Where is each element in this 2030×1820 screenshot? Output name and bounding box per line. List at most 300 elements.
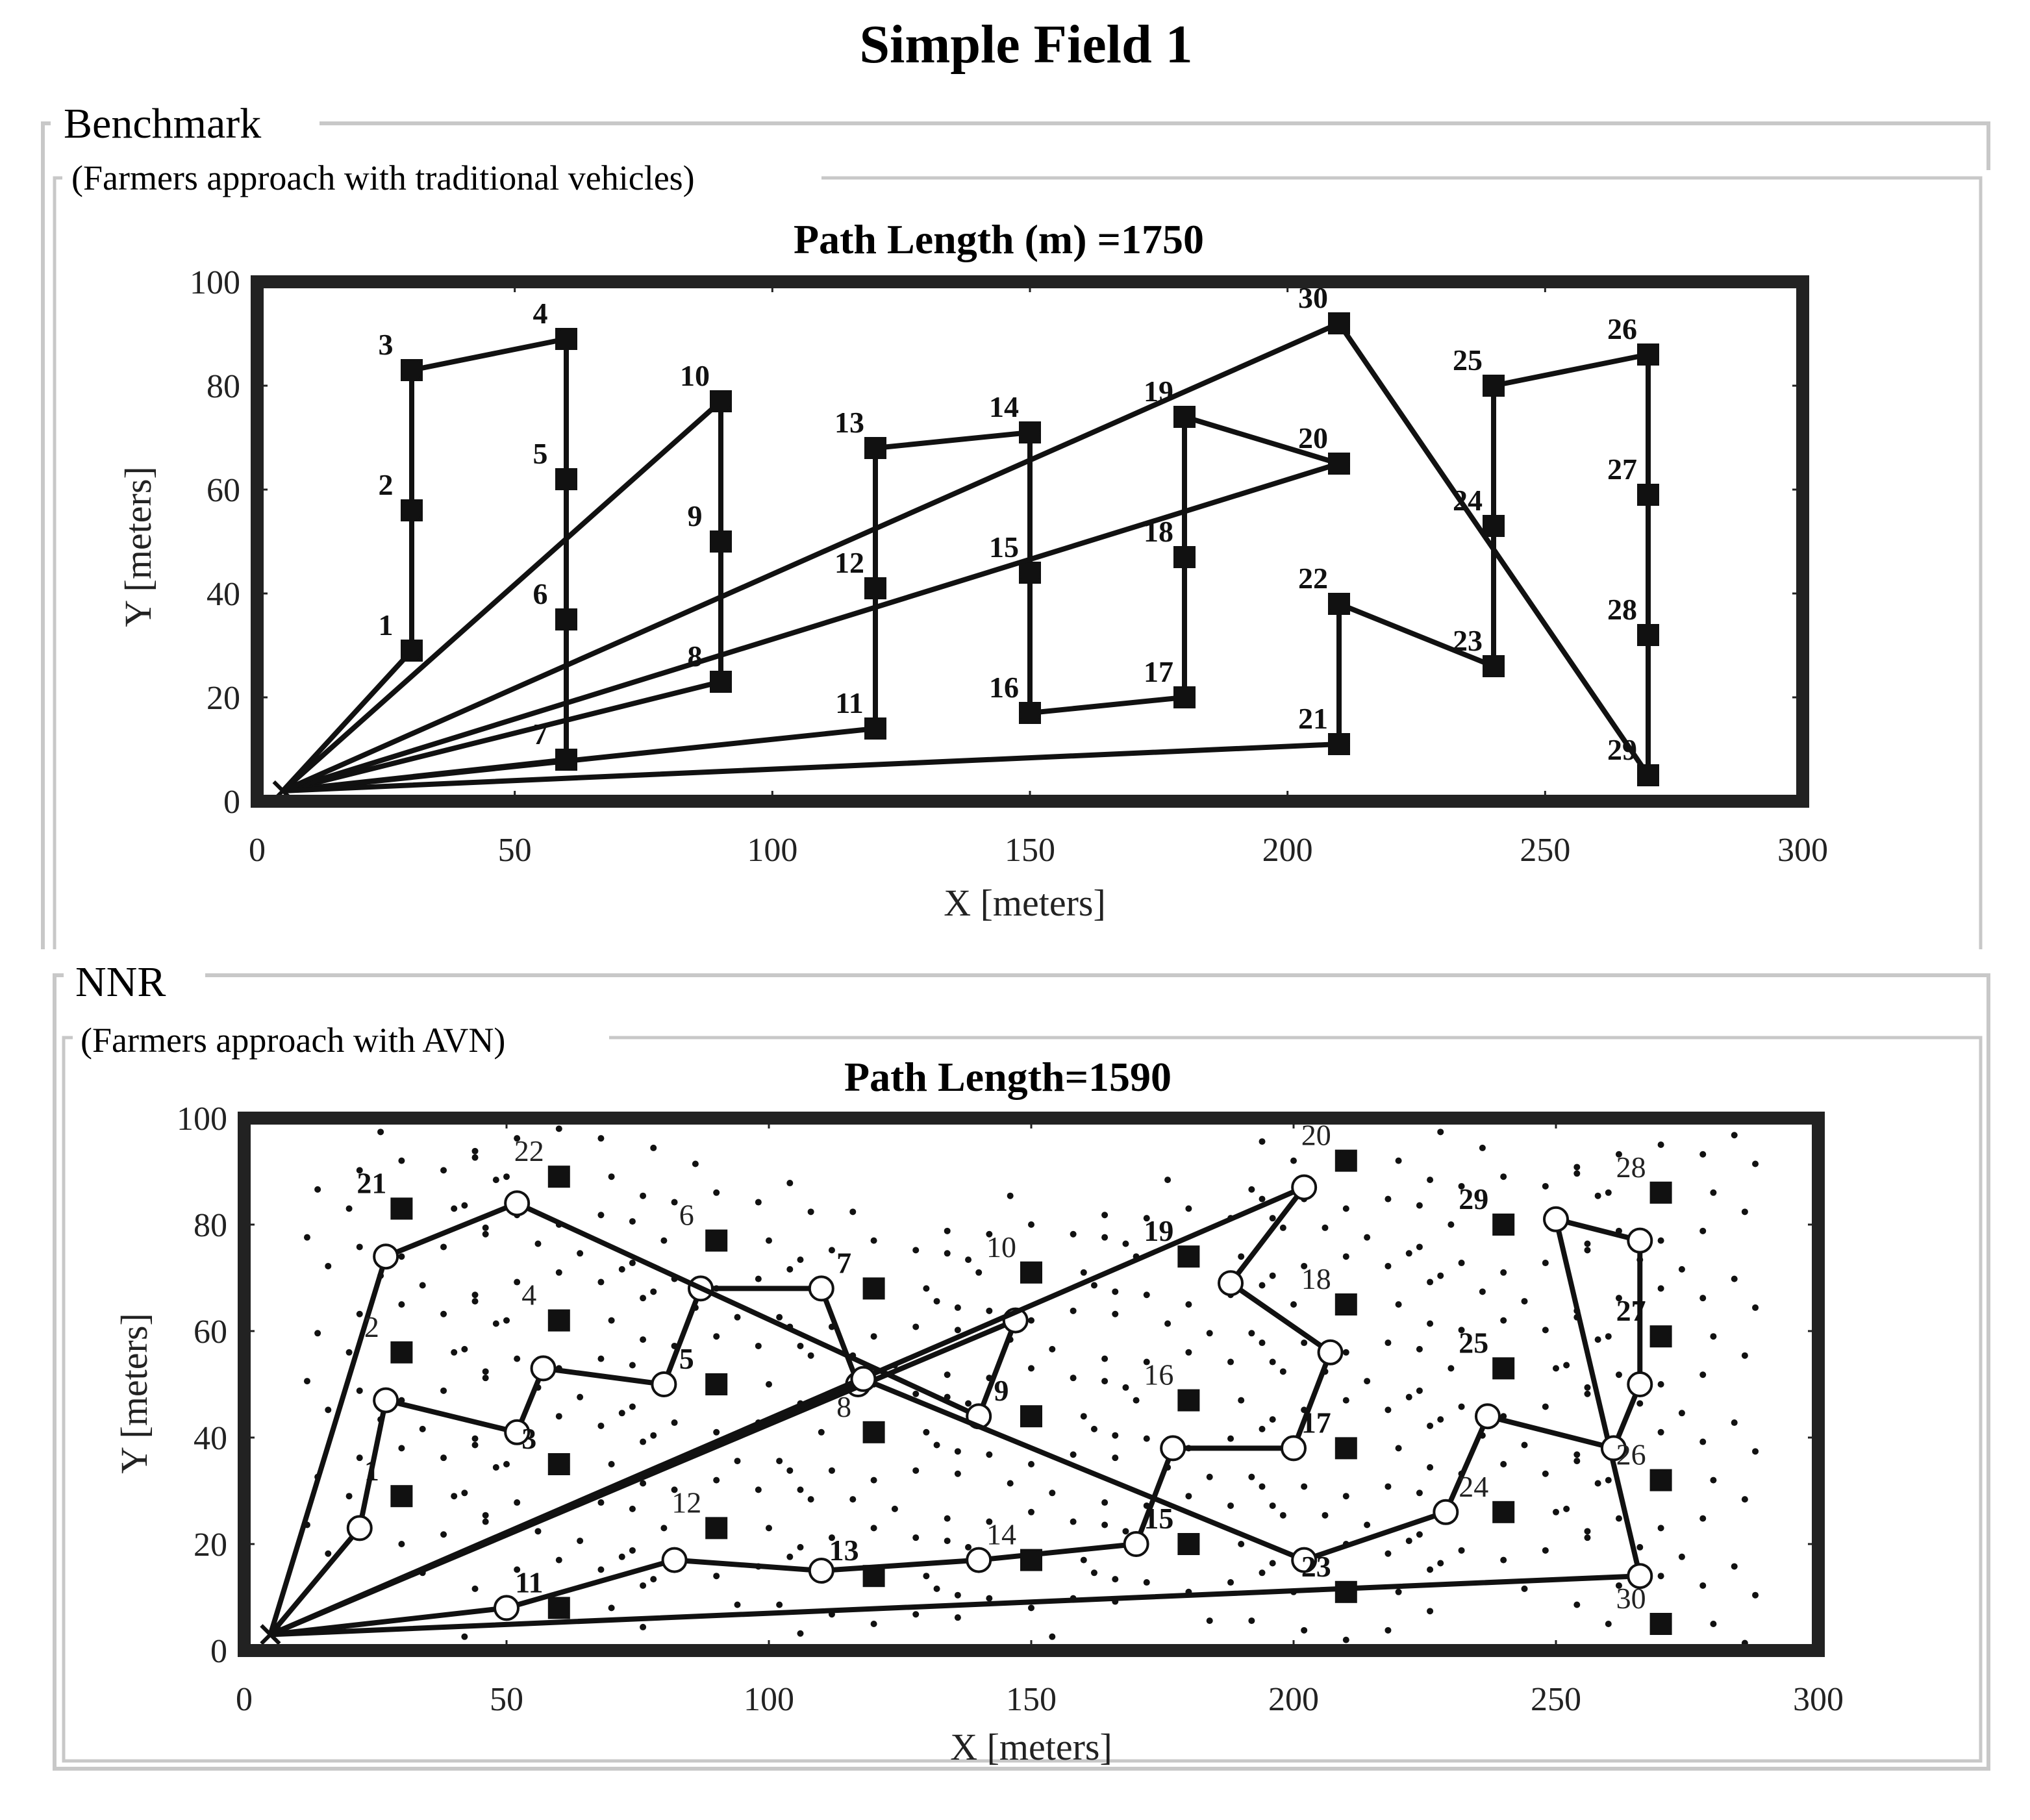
candidate-dot bbox=[1112, 1432, 1118, 1439]
point-label: 7 bbox=[533, 717, 548, 751]
candidate-dot bbox=[451, 1493, 457, 1499]
candidate-dot bbox=[1584, 1241, 1590, 1247]
benchmark-panel-subtitle: (Farmers approach with traditional vehicles) bbox=[71, 158, 695, 197]
point-label: 12 bbox=[671, 1486, 702, 1519]
candidate-dot bbox=[1385, 1263, 1391, 1269]
x-tick-label: 200 bbox=[1262, 832, 1313, 869]
waypoint-marker bbox=[374, 1389, 397, 1412]
candidate-dot bbox=[692, 1161, 699, 1167]
x-tick-label: 200 bbox=[1268, 1681, 1319, 1718]
candidate-dot bbox=[597, 1423, 604, 1429]
candidate-dot bbox=[1385, 1340, 1391, 1346]
candidate-dot bbox=[314, 1330, 321, 1336]
candidate-dot bbox=[1584, 1534, 1590, 1541]
waypoint-marker bbox=[1628, 1373, 1651, 1396]
candidate-dot bbox=[1259, 1138, 1266, 1145]
candidate-dot bbox=[955, 1327, 961, 1333]
candidate-dot bbox=[608, 1317, 615, 1324]
candidate-dot bbox=[1248, 1186, 1255, 1193]
candidate-dot bbox=[1081, 1413, 1087, 1419]
candidate-dot bbox=[1070, 1231, 1077, 1238]
candidate-dot bbox=[325, 1263, 331, 1269]
candidate-dot bbox=[912, 1534, 919, 1541]
candidate-dot bbox=[1343, 1349, 1349, 1356]
point-label: 15 bbox=[989, 530, 1019, 564]
candidate-dot bbox=[629, 1362, 636, 1368]
candidate-dot bbox=[451, 1205, 457, 1212]
waypoint-marker bbox=[1319, 1341, 1342, 1364]
candidate-dot bbox=[1007, 1480, 1014, 1487]
nnr-y-axis-label: Y [meters] bbox=[113, 1313, 155, 1474]
candidate-dot bbox=[1259, 1426, 1266, 1432]
candidate-dot bbox=[1742, 1496, 1748, 1502]
candidate-dot bbox=[597, 1499, 604, 1506]
nnr-panel-subtitle: (Farmers approach with AVN) bbox=[81, 1021, 506, 1060]
target-marker bbox=[710, 671, 731, 692]
candidate-dot bbox=[797, 1256, 803, 1263]
candidate-dot bbox=[1322, 1225, 1328, 1231]
point-label: 5 bbox=[533, 437, 548, 470]
candidate-dot bbox=[650, 1576, 657, 1582]
target-marker bbox=[556, 749, 577, 770]
candidate-dot bbox=[871, 1238, 877, 1244]
candidate-dot bbox=[1322, 1512, 1328, 1519]
candidate-dot bbox=[472, 1148, 479, 1154]
target-marker bbox=[865, 438, 886, 458]
target-marker bbox=[401, 640, 422, 661]
candidate-dot bbox=[1290, 1301, 1297, 1308]
candidate-dot bbox=[1584, 1391, 1590, 1397]
candidate-dot bbox=[482, 1519, 489, 1525]
benchmark-axes-title: Path Length (m) =1750 bbox=[794, 216, 1204, 262]
x-tick-label: 150 bbox=[1005, 832, 1055, 869]
candidate-dot bbox=[1112, 1454, 1118, 1461]
candidate-dot bbox=[619, 1410, 625, 1416]
point-label: 29 bbox=[1459, 1182, 1489, 1215]
candidate-dot bbox=[1280, 1512, 1286, 1519]
candidate-dot bbox=[1573, 1458, 1580, 1464]
candidate-dot bbox=[1270, 1359, 1276, 1365]
candidate-dot bbox=[1500, 1557, 1507, 1564]
candidate-dot bbox=[1343, 1637, 1349, 1643]
candidate-dot bbox=[849, 1208, 856, 1215]
candidate-dot bbox=[1752, 1304, 1759, 1311]
candidate-dot bbox=[1416, 1346, 1423, 1353]
target-marker bbox=[1651, 1326, 1672, 1347]
candidate-dot bbox=[325, 1406, 331, 1413]
candidate-dot bbox=[629, 1260, 636, 1266]
candidate-dot bbox=[755, 1199, 762, 1206]
y-tick-label: 80 bbox=[207, 368, 240, 405]
candidate-dot bbox=[1563, 1506, 1570, 1512]
candidate-dot bbox=[472, 1291, 479, 1298]
point-label: 1 bbox=[378, 608, 394, 642]
candidate-dot bbox=[534, 1528, 541, 1534]
route-path bbox=[283, 323, 1648, 791]
candidate-dot bbox=[734, 1601, 741, 1608]
candidate-dot bbox=[1248, 1474, 1255, 1480]
candidate-dot bbox=[1028, 1509, 1034, 1515]
y-tick-label: 40 bbox=[194, 1420, 227, 1457]
candidate-dot bbox=[1028, 1221, 1034, 1228]
target-marker bbox=[1174, 406, 1195, 427]
candidate-dot bbox=[1427, 1608, 1433, 1614]
candidate-dot bbox=[1416, 1202, 1423, 1208]
point-label: 21 bbox=[1298, 702, 1328, 735]
candidate-dot bbox=[482, 1231, 489, 1238]
target-marker bbox=[549, 1166, 570, 1187]
candidate-dot bbox=[1185, 1301, 1192, 1308]
candidate-dot bbox=[713, 1333, 720, 1340]
candidate-dot bbox=[1658, 1573, 1664, 1579]
candidate-dot bbox=[965, 1401, 971, 1407]
candidate-dot bbox=[1101, 1234, 1108, 1241]
candidate-dot bbox=[1500, 1317, 1507, 1324]
candidate-dot bbox=[1207, 1330, 1213, 1336]
candidate-dot bbox=[482, 1512, 489, 1519]
candidate-dot bbox=[1207, 1474, 1213, 1480]
candidate-dot bbox=[1270, 1215, 1276, 1221]
candidate-dot bbox=[1573, 1601, 1580, 1608]
candidate-dot bbox=[1542, 1403, 1549, 1410]
candidate-dot bbox=[1144, 1579, 1150, 1586]
candidate-dot bbox=[1542, 1260, 1549, 1266]
candidate-dot bbox=[965, 1256, 971, 1263]
candidate-dot bbox=[786, 1467, 793, 1474]
candidate-dot bbox=[986, 1308, 992, 1314]
candidate-dot bbox=[755, 1343, 762, 1349]
candidate-dot bbox=[357, 1243, 363, 1250]
candidate-dot bbox=[514, 1356, 520, 1362]
candidate-dot bbox=[1028, 1461, 1034, 1467]
candidate-dot bbox=[440, 1311, 447, 1317]
target-marker bbox=[710, 391, 731, 412]
candidate-dot bbox=[892, 1506, 898, 1512]
candidate-dot bbox=[944, 1538, 951, 1544]
candidate-dot bbox=[1301, 1483, 1307, 1490]
candidate-dot bbox=[1416, 1388, 1423, 1394]
target-marker bbox=[549, 1597, 570, 1618]
candidate-dot bbox=[440, 1167, 447, 1173]
candidate-dot bbox=[1427, 1464, 1433, 1471]
candidate-dot bbox=[1091, 1426, 1097, 1432]
candidate-dot bbox=[1238, 1541, 1244, 1547]
candidate-dot bbox=[650, 1145, 657, 1151]
candidate-dot bbox=[1447, 1221, 1454, 1228]
y-tick-label: 20 bbox=[207, 680, 240, 717]
candidate-dot bbox=[1144, 1291, 1150, 1298]
candidate-dot bbox=[1542, 1547, 1549, 1554]
candidate-dot bbox=[597, 1566, 604, 1573]
candidate-dot bbox=[1343, 1397, 1349, 1404]
candidate-dot bbox=[1658, 1381, 1664, 1388]
candidate-dot bbox=[923, 1285, 929, 1291]
point-label: 15 bbox=[1144, 1502, 1174, 1535]
point-label: 9 bbox=[687, 499, 703, 532]
candidate-dot bbox=[556, 1413, 562, 1419]
target-marker bbox=[1336, 1151, 1357, 1171]
candidate-dot bbox=[1091, 1282, 1097, 1288]
target-marker bbox=[1020, 703, 1040, 723]
target-marker bbox=[1021, 1406, 1042, 1427]
candidate-dot bbox=[766, 1238, 772, 1244]
candidate-dot bbox=[1343, 1253, 1349, 1260]
candidate-dot bbox=[1699, 1151, 1706, 1158]
candidate-dot bbox=[776, 1458, 783, 1464]
candidate-dot bbox=[1553, 1365, 1559, 1371]
candidate-dot bbox=[1605, 1190, 1612, 1196]
candidate-dot bbox=[1385, 1551, 1391, 1557]
candidate-dot bbox=[1605, 1621, 1612, 1627]
x-tick-label: 50 bbox=[497, 832, 532, 869]
point-label: 14 bbox=[989, 390, 1019, 423]
point-label: 14 bbox=[986, 1517, 1016, 1551]
candidate-dot bbox=[1522, 1298, 1528, 1304]
candidate-dot bbox=[514, 1499, 520, 1506]
candidate-dot bbox=[304, 1234, 310, 1241]
candidate-dot bbox=[1248, 1617, 1255, 1624]
candidate-dot bbox=[660, 1238, 667, 1244]
candidate-dot bbox=[314, 1186, 321, 1193]
candidate-dot bbox=[871, 1477, 877, 1484]
candidate-dot bbox=[1385, 1483, 1391, 1490]
candidate-dot bbox=[713, 1477, 720, 1484]
candidate-dot bbox=[1259, 1282, 1266, 1288]
target-marker bbox=[864, 1278, 884, 1299]
point-label: 19 bbox=[1144, 375, 1173, 408]
target-marker bbox=[1329, 313, 1349, 334]
candidate-dot bbox=[357, 1454, 363, 1461]
candidate-dot bbox=[629, 1547, 636, 1554]
candidate-dot bbox=[1364, 1234, 1370, 1241]
candidate-dot bbox=[377, 1128, 384, 1135]
point-label: 10 bbox=[986, 1230, 1016, 1264]
candidate-dot bbox=[1343, 1493, 1349, 1499]
candidate-dot bbox=[629, 1506, 636, 1512]
x-tick-label: 150 bbox=[1006, 1681, 1057, 1718]
candidate-dot bbox=[713, 1573, 720, 1579]
candidate-dot bbox=[1049, 1490, 1055, 1496]
candidate-dot bbox=[1522, 1586, 1528, 1592]
point-label: 9 bbox=[994, 1374, 1009, 1408]
candidate-dot bbox=[1270, 1416, 1276, 1423]
point-label: 23 bbox=[1301, 1549, 1331, 1583]
candidate-dot bbox=[934, 1298, 940, 1304]
candidate-dot bbox=[1227, 1502, 1234, 1509]
benchmark-panel bbox=[43, 100, 1988, 949]
x-tick-label: 0 bbox=[236, 1681, 253, 1718]
candidate-dot bbox=[1101, 1521, 1108, 1528]
candidate-dot bbox=[671, 1199, 678, 1206]
waypoint-marker bbox=[851, 1367, 875, 1391]
candidate-dot bbox=[1459, 1547, 1465, 1554]
x-tick-label: 0 bbox=[249, 832, 266, 869]
candidate-dot bbox=[986, 1595, 992, 1602]
waypoint-marker bbox=[1282, 1436, 1305, 1460]
point-label: 16 bbox=[1144, 1358, 1174, 1391]
candidate-dot bbox=[1280, 1225, 1286, 1231]
benchmark-panel-title: Benchmark bbox=[64, 100, 262, 147]
target-marker bbox=[1651, 1470, 1672, 1491]
target-marker bbox=[1178, 1534, 1199, 1554]
candidate-dot bbox=[1081, 1557, 1087, 1564]
candidate-dot bbox=[1437, 1128, 1444, 1135]
candidate-dot bbox=[461, 1346, 468, 1353]
candidate-dot bbox=[1752, 1592, 1759, 1599]
candidate-dot bbox=[1416, 1243, 1423, 1250]
candidate-dot bbox=[912, 1247, 919, 1253]
target-marker bbox=[1336, 1582, 1357, 1602]
candidate-dot bbox=[577, 1394, 583, 1401]
point-label: 29 bbox=[1607, 733, 1637, 766]
x-tick-label: 300 bbox=[1777, 832, 1828, 869]
point-label: 26 bbox=[1616, 1438, 1646, 1471]
y-tick-label: 100 bbox=[177, 1101, 227, 1138]
candidate-dot bbox=[1605, 1477, 1612, 1484]
candidate-dot bbox=[975, 1269, 982, 1276]
waypoint-marker bbox=[1434, 1501, 1457, 1524]
point-label: 3 bbox=[378, 328, 394, 361]
candidate-dot bbox=[786, 1180, 793, 1186]
nnr-x-axis-label: X [meters] bbox=[950, 1726, 1112, 1768]
candidate-dot bbox=[955, 1471, 961, 1477]
candidate-dot bbox=[461, 1634, 468, 1640]
target-marker bbox=[1651, 1182, 1672, 1203]
candidate-dot bbox=[1280, 1368, 1286, 1375]
point-label: 26 bbox=[1607, 312, 1637, 345]
candidate-dot bbox=[944, 1228, 951, 1234]
candidate-dot bbox=[1270, 1560, 1276, 1567]
target-marker bbox=[864, 1565, 884, 1586]
candidate-dot bbox=[1070, 1308, 1077, 1314]
waypoint-marker bbox=[967, 1549, 990, 1572]
target-marker bbox=[1178, 1390, 1199, 1411]
x-tick-label: 300 bbox=[1793, 1681, 1844, 1718]
target-marker bbox=[391, 1342, 412, 1363]
waypoint-marker bbox=[1476, 1404, 1499, 1428]
candidate-dot bbox=[755, 1486, 762, 1493]
candidate-dot bbox=[629, 1403, 636, 1410]
candidate-dot bbox=[1563, 1362, 1570, 1368]
candidate-dot bbox=[1144, 1436, 1150, 1442]
target-marker bbox=[1651, 1614, 1672, 1634]
candidate-dot bbox=[1699, 1295, 1706, 1301]
candidate-dot bbox=[503, 1461, 510, 1467]
target-marker bbox=[1483, 516, 1504, 536]
candidate-dot bbox=[1731, 1419, 1738, 1426]
waypoint-marker bbox=[1219, 1271, 1242, 1295]
candidate-dot bbox=[1522, 1441, 1528, 1448]
candidate-dot bbox=[1112, 1311, 1118, 1317]
target-marker bbox=[1021, 1262, 1042, 1283]
candidate-dot bbox=[1699, 1439, 1706, 1445]
target-marker bbox=[1020, 422, 1040, 443]
candidate-dot bbox=[944, 1515, 951, 1522]
benchmark-x-axis-label: X [meters] bbox=[944, 882, 1106, 924]
target-marker bbox=[706, 1374, 727, 1395]
y-tick-label: 40 bbox=[207, 576, 240, 613]
y-tick-label: 60 bbox=[207, 472, 240, 509]
point-label: 2 bbox=[378, 468, 394, 501]
target-marker bbox=[1021, 1550, 1042, 1571]
nnr-plot bbox=[177, 1101, 1844, 1718]
waypoint-marker bbox=[1292, 1176, 1316, 1199]
candidate-dot bbox=[912, 1323, 919, 1330]
candidate-dot bbox=[619, 1554, 625, 1560]
candidate-dot bbox=[357, 1388, 363, 1394]
candidate-dot bbox=[1710, 1477, 1716, 1484]
candidate-dot bbox=[1731, 1563, 1738, 1569]
waypoint-marker bbox=[810, 1277, 833, 1300]
target-marker bbox=[1174, 687, 1195, 708]
route-path bbox=[283, 417, 1339, 791]
candidate-dot bbox=[1742, 1208, 1748, 1215]
candidate-dot bbox=[1259, 1340, 1266, 1346]
candidate-dot bbox=[597, 1356, 604, 1362]
candidate-dot bbox=[713, 1429, 720, 1436]
candidate-dot bbox=[1070, 1375, 1077, 1381]
target-marker bbox=[1483, 375, 1504, 396]
candidate-dot bbox=[1101, 1378, 1108, 1384]
candidate-dot bbox=[1227, 1436, 1234, 1442]
candidate-dot bbox=[650, 1432, 657, 1439]
point-label: 5 bbox=[679, 1342, 694, 1375]
candidate-dot bbox=[1185, 1493, 1192, 1499]
candidate-dot bbox=[398, 1541, 405, 1547]
target-marker bbox=[710, 531, 731, 552]
candidate-dot bbox=[786, 1554, 793, 1560]
candidate-dot bbox=[934, 1586, 940, 1592]
candidate-dot bbox=[1699, 1582, 1706, 1589]
candidate-dot bbox=[1028, 1604, 1034, 1611]
target-marker bbox=[556, 609, 577, 630]
candidate-dot bbox=[1595, 1336, 1601, 1343]
candidate-dot bbox=[1500, 1173, 1507, 1180]
candidate-dot bbox=[1070, 1519, 1077, 1525]
candidate-dot bbox=[514, 1279, 520, 1286]
point-label: 8 bbox=[687, 640, 703, 673]
candidate-dot bbox=[1658, 1238, 1664, 1244]
candidate-dot bbox=[493, 1177, 499, 1183]
candidate-dot bbox=[1101, 1212, 1108, 1218]
candidate-dot bbox=[1679, 1266, 1685, 1273]
candidate-dot bbox=[1227, 1579, 1234, 1586]
figure-title: Simple Field 1 bbox=[859, 14, 1193, 75]
waypoint-marker bbox=[1628, 1229, 1651, 1253]
point-label: 24 bbox=[1453, 484, 1483, 517]
point-label: 27 bbox=[1616, 1294, 1646, 1328]
target-marker bbox=[864, 1422, 884, 1443]
point-label: 1 bbox=[364, 1454, 379, 1488]
candidate-dot bbox=[1679, 1554, 1685, 1560]
point-label: 18 bbox=[1301, 1262, 1331, 1295]
point-label: 11 bbox=[515, 1565, 544, 1599]
candidate-dot bbox=[808, 1496, 814, 1502]
candidate-dot bbox=[619, 1266, 625, 1273]
candidate-dot bbox=[482, 1375, 489, 1381]
candidate-dot bbox=[640, 1336, 646, 1343]
candidate-dot bbox=[461, 1490, 468, 1496]
y-tick-label: 100 bbox=[190, 264, 240, 301]
target-marker bbox=[391, 1486, 412, 1506]
candidate-dot bbox=[451, 1349, 457, 1356]
target-marker bbox=[556, 329, 577, 349]
point-label: 24 bbox=[1459, 1469, 1489, 1503]
point-label: 2 bbox=[364, 1310, 379, 1343]
candidate-dot bbox=[398, 1158, 405, 1164]
candidate-dot bbox=[1658, 1429, 1664, 1436]
target-marker bbox=[1178, 1246, 1199, 1267]
